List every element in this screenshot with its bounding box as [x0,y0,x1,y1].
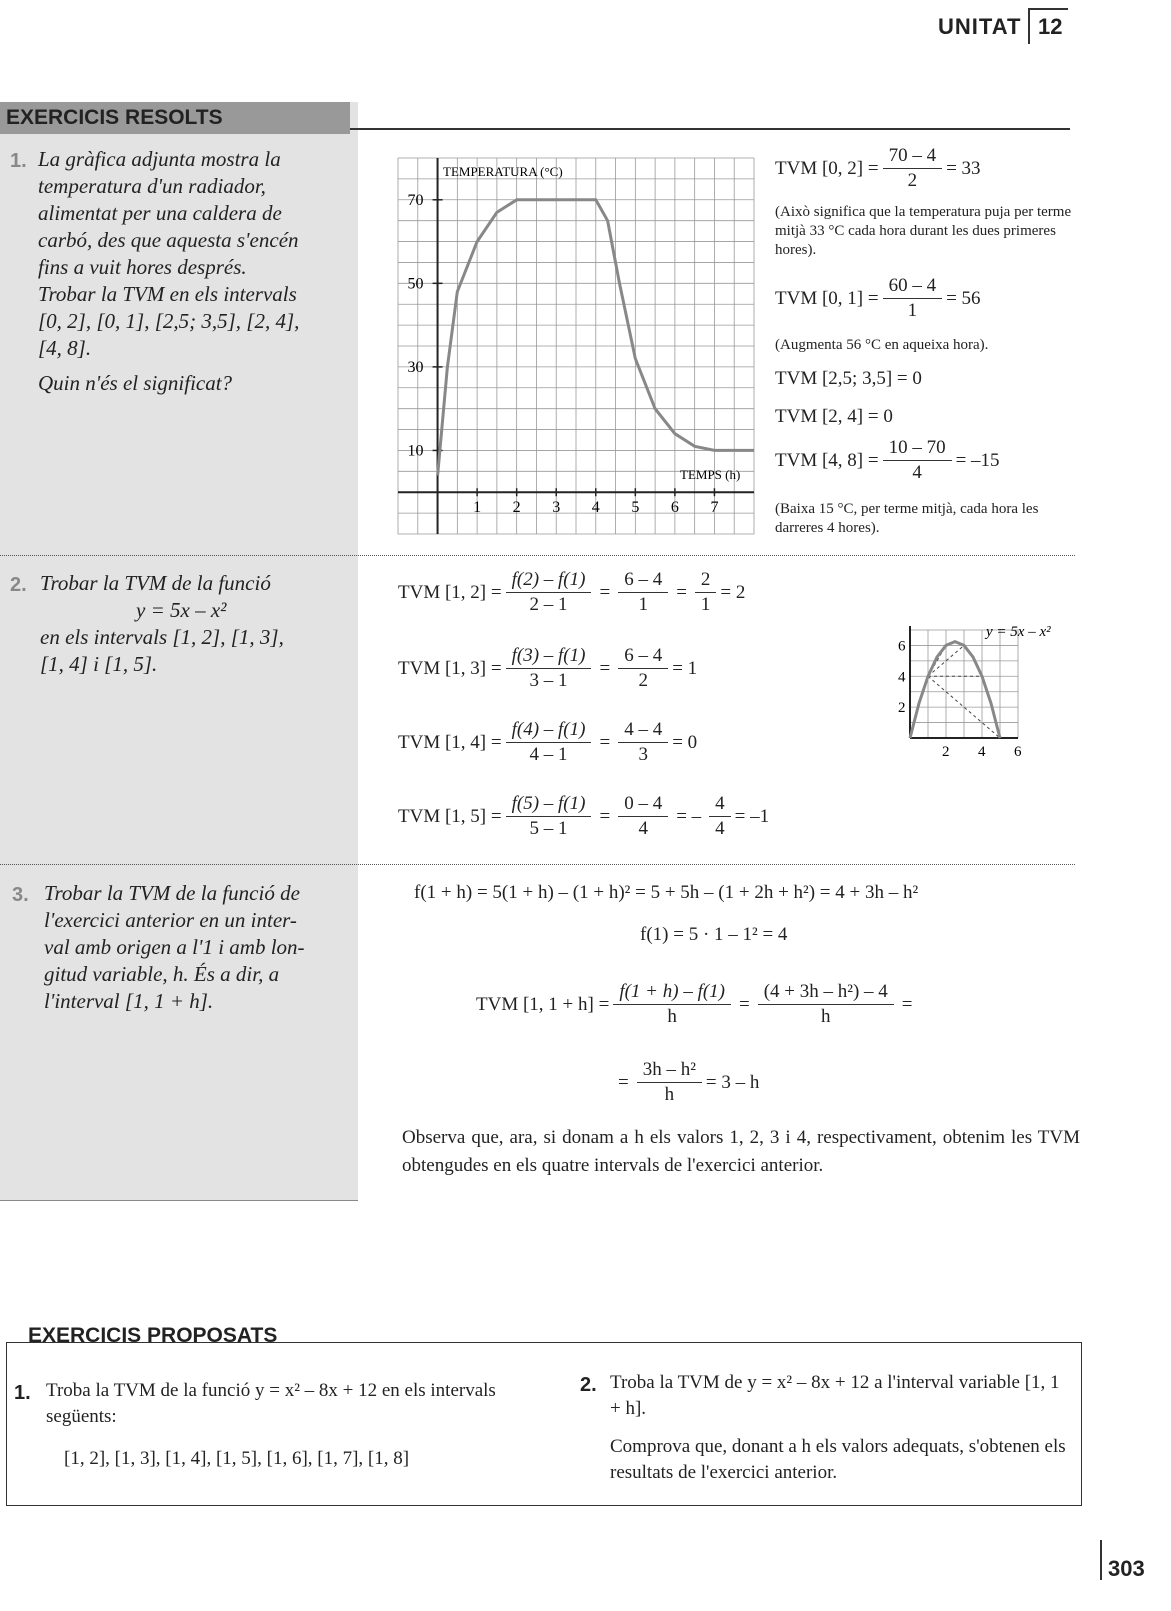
ex3-note: Observa que, ara, si donam a h els valors 1, 2, 3 i 4, respectivament, obtenim les TVM obtengudes en els quatre intervals de l'exercici anterior. [402,1127,1080,1176]
page-corner-line [1100,1540,1102,1580]
page-number: 303 [1108,1556,1145,1581]
resolved-title: EXERCICIS RESOLTS [6,106,223,129]
ex1-tvm48: TVM [4, 8] = $\frac{10 - 70}{4}$ = –15 [775,437,1000,483]
parabola-label: y = 5x – x² [986,624,1051,640]
ex2-row-4: TVM [1, 5] = $\frac{f(5) - f(1)}{5 - 1}$ = $\frac{0 - 4}{4}$ = – $\frac{4}{4}$ = –1 [398,793,770,839]
y-tick-label: 6 [898,638,906,655]
y-tick-label: 70 [407,191,424,209]
unit-label: UNITAT [938,14,1022,39]
ex3-eq4: = $\frac{\text{3h – h²}}{h}$ = 3 – h [618,1059,760,1105]
ex1-statement: La gràfica adjunta mostra la temperatura d'un radiador, alimentat per una caldera de carbó, des que aquesta s'encén fins a vuit hores després. Trobar la TVM en els intervals [0, 2], [0, 1], [2,5; 3,5], [2, 4], [4, 8]. Quin n'és el significat? [38,146,348,397]
x-tick-label: 6 [1014,744,1022,760]
prop1-intervals: [1, 2], [1, 3], [1, 4], [1, 5], [1, 6], [1, 7], [1, 8] [64,1448,410,1469]
y-tick-label: 30 [407,358,424,376]
header-divider-top [1028,8,1068,10]
ex3-number: 3. [12,884,29,906]
x-tick-label: 5 [631,499,640,517]
unit-number: 12 [1038,14,1063,39]
x-tick-label: 7 [710,499,719,517]
parabola-chart [900,620,1080,785]
x-axis-label: TEMPS (h) [680,467,741,482]
ex1-tvm01: TVM [0, 1] = $\frac{60 - 4}{1}$ = 56 [775,275,981,321]
ex1-tvm02: TVM [0, 2] = $\frac{70 - 4}{2}$ = 33 [775,145,981,191]
ex1-note2: (Augmenta 56 °C en aqueixa hora). [775,337,989,353]
header-divider [1028,8,1030,44]
x-tick-label: 4 [591,499,600,517]
ex2-row-1: TVM [1, 2] = $\frac{f(2) - f(1)}{2 - 1}$ = $\frac{6 - 4}{1}$ = $\frac{2}{1}$ = 2 [398,569,746,615]
prop2-text: Troba la TVM de y = x² – 8x + 12 a l'interval variable [1, 1 + h]. [610,1372,1060,1419]
ex3-eq1: f(1 + h) = 5(1 + h) – (1 + h)² = 5 + 5h – (1 + 2h + h²) = 4 + 3h – h² [414,882,919,903]
y-tick-label: 2 [898,700,906,717]
ex2-row-3: TVM [1, 4] = $\frac{f(4) - f(1)}{4 - 1}$ = $\frac{4 - 4}{3}$ = 0 [398,719,698,765]
x-tick-label: 3 [552,499,561,517]
title-rule [350,128,1070,130]
ex3-eq3: TVM [1, 1 + h] = $\frac{f(1 + h) - f(1)}{h}$ = $\frac{\text{(4 + 3h – h²) – 4}}{h}$ = [476,981,913,1027]
ex1-number: 1. [10,150,27,172]
y-axis-label: TEMPERATURA (°C) [443,164,563,179]
ex2-statement: Trobar la TVM de la funció y = 5x – x² en els intervals [1, 2], [1, 3], [1, 4] i [1, 5]. [40,571,284,676]
ex1-question: Quin n'és el significat? [38,371,233,395]
ex1-note3: (Baixa 15 °C, per terme mitjà, cada hora les darreres 4 hores). [775,501,1039,536]
ex2-row-2: TVM [1, 3] = $\frac{f(3) - f(1)}{3 - 1}$ = $\frac{6 - 4}{2}$ = 1 [398,645,698,691]
x-tick-label: 2 [942,744,950,760]
y-tick-label: 10 [407,442,424,460]
ex3-eq2: f(1) = 5 · 1 – 1² = 4 [640,924,788,945]
prop1-text: Troba la TVM de la funció y = x² – 8x + 12 en els intervals següents: [46,1380,496,1427]
divider-ex2-ex3 [0,864,1075,865]
ex2-number: 2. [10,574,27,596]
divider-ex1-ex2 [0,555,1075,556]
y-tick-label: 50 [407,275,424,293]
prop2-number: 2. [580,1374,597,1396]
prop1-number: 1. [14,1382,31,1404]
x-tick-label: 4 [978,744,986,760]
x-tick-label: 6 [670,499,679,517]
y-tick-label: 4 [898,669,906,686]
x-tick-label: 2 [512,499,521,517]
proposed-title: EXERCICIS PROPOSATS [28,1324,278,1347]
temperature-chart [398,158,754,534]
x-tick-label: 1 [473,499,482,517]
parabola-curve [910,642,1000,738]
ex3-statement: Trobar la TVM de la funció de l'exercici anterior en un inter- val amb origen a l'1 i amb lon- gitud variable, h. És a dir, a l'interval [1, 1 + h]. [44,881,305,1013]
ex1-tvm2535: TVM [2,5; 3,5] = 0 [775,368,922,389]
prop2-text2: Comprova que, donant a h els valors adequats, s'obtenen els resultats de l'exercici anterior. [610,1436,1066,1483]
left-column-bottom [0,1200,358,1201]
ex1-note1: (Això significa que la temperatura puja per terme mitjà 33 °C cada hora durant les dues primeres hores). [775,204,1072,258]
ex1-tvm24: TVM [2, 4] = 0 [775,406,893,427]
